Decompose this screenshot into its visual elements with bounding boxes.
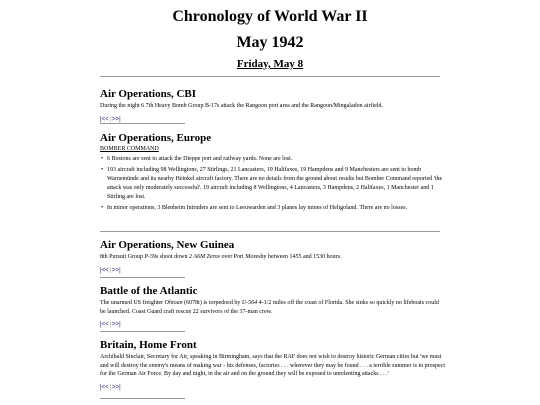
section-text: 8th Pursuit Group P-39s shoot down 2 A6M Zeros over Port Moresby between 1455 and 1530 hours. (100, 254, 342, 260)
month-title: May 1942 (236, 34, 304, 51)
list-item: • 193 aircraft including 98 Wellingtons, 27 Stirlings, 21 Lancasters, 19 Halifaxes, 19 Hampdens and 9 Manchesters are sent to bomb Warnemünde and its nearby Heinkel aircraft factory. There are no details from the ground about results but Bomber Command reported 'the attack was only moderately successful'. 19 aircraft including 8 Wellingtons, 4 Lancasters, 3 Hampdens, 2 Halifaxes, 1 Manchester and 1 Stirling are lost. (107, 166, 445, 201)
section-air-ops-cbi (100, 88, 445, 123)
prev-link[interactable]: |<< (100, 383, 109, 392)
emphasis: Ohioan (164, 300, 183, 306)
prev-link[interactable]: |<< (100, 114, 109, 123)
section-subheading: BOMBER COMMAND (100, 146, 159, 152)
date-heading: Friday, May 8 (236, 58, 304, 70)
nav-separator: | (109, 265, 111, 274)
divider (100, 76, 440, 77)
emphasis: U-564 (241, 300, 258, 306)
section-text: The unarmed US freighter Ohioan (6078t) is torpedoed by U-564 4-1/2 miles off the coast of Florida. She sinks so quickly no lifeboats could be launched. Coast Guard craft rescue 22 survivors of the 37-man crew. (100, 300, 439, 315)
next-link[interactable]: >>| (111, 265, 121, 274)
section-heading: Air Operations, New Guinea (100, 239, 235, 251)
section-battle-atlantic (100, 285, 445, 328)
short-divider (100, 277, 185, 278)
section-nav (100, 115, 445, 123)
section-air-ops-europe (100, 132, 445, 216)
nav-separator: | (109, 114, 111, 123)
page-title: Chronology of World War II (172, 8, 368, 25)
short-divider (100, 331, 185, 332)
short-divider (100, 123, 185, 124)
list-item: • In minor operations, 3 Blenheim Intruders are sent to Leeuwarden and 3 planes lay mines of Heligoland. There are no losses. (107, 204, 445, 213)
prev-link[interactable]: |<< (100, 320, 109, 329)
section-nav (100, 320, 445, 328)
nav-separator: | (109, 383, 111, 392)
divider (100, 231, 440, 232)
section-heading: Air Operations, Europe (100, 132, 212, 144)
section-heading: Britain, Home Front (100, 339, 197, 351)
next-link[interactable]: >>| (111, 320, 121, 329)
prev-link[interactable]: |<< (100, 265, 109, 274)
bullet-list (100, 155, 445, 213)
section-nav (100, 383, 445, 391)
section-air-ops-new-guinea (100, 239, 445, 274)
short-divider (100, 398, 185, 399)
list-item: • 6 Bostons are sent to attack the Dieppe port and railway yards. None are lost. (107, 155, 445, 164)
next-link[interactable]: >>| (111, 383, 121, 392)
emphasis: 2 A6M Zeros (189, 254, 221, 260)
section-heading: Air Operations, CBI (100, 88, 197, 100)
section-heading: Battle of the Atlantic (100, 285, 198, 297)
section-text: Archibald Sinclair, Secretary for Air, speaking in Birmingham, says that the RAF does not wish to destroy historic German cities but 'we must and will destroy the enemy's means of making war - his defenses, factories . . . wherever they may be found . . . a terrible summer is in prospect for the German Air Force. By day and night, in the air and on the ground they will be exposed to unrelenting attacks . . .' (100, 354, 445, 378)
section-britain-home-front (100, 339, 445, 391)
next-link[interactable]: >>| (111, 114, 121, 123)
nav-separator: | (109, 320, 111, 329)
section-text: During the night 6 7th Heavy Bomb Group B-17s attack the Rangoon port area and the Rangoon/Mingaladon airfield. (100, 103, 383, 109)
section-nav (100, 266, 445, 274)
